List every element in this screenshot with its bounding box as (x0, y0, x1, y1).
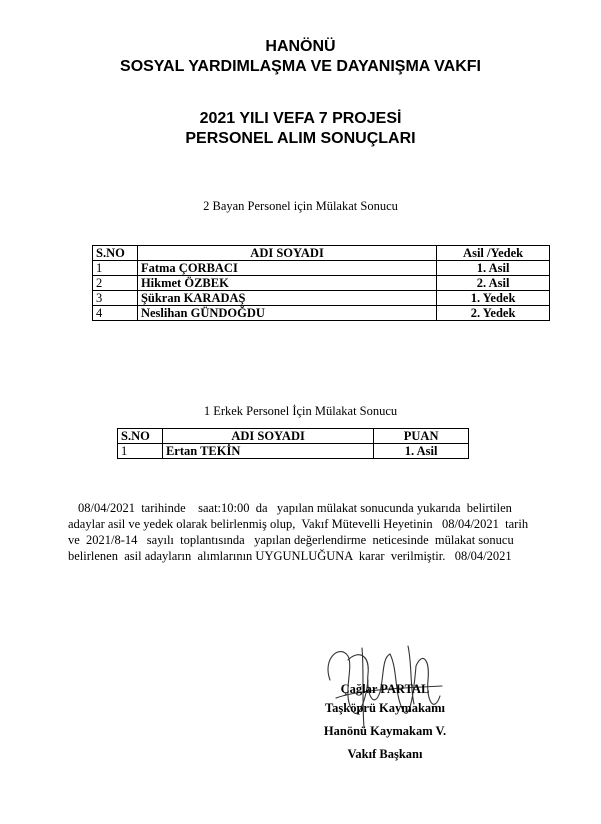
org-title: HANÖNÜ (265, 38, 336, 55)
table-row (93, 276, 550, 291)
result-status: 1. Asil (437, 261, 550, 276)
org-subtitle: SOSYAL YARDIMLAŞMA VE DAYANIŞMA VAKFI (120, 58, 481, 75)
female-results-table (92, 245, 550, 321)
table-row (93, 306, 550, 321)
column-header: ADI SOYADI (137, 246, 436, 261)
table-row (93, 261, 550, 276)
signer-office: Vakıf Başkanı (347, 747, 423, 761)
row-number: 4 (93, 306, 138, 321)
paragraph-line: ve 2021/8-14 sayılı toplantısında yapılan değerlendirme neticesinde mülakat sonucu (68, 533, 514, 547)
column-header: ADI SOYADI (162, 429, 373, 444)
row-number: 1 (93, 261, 138, 276)
column-header: Asil /Yedek (437, 246, 550, 261)
column-header: S.NO (93, 246, 138, 261)
male-results-table (117, 428, 469, 459)
result-status: 1. Yedek (437, 291, 550, 306)
result-status: 2. Yedek (437, 306, 550, 321)
row-number: 2 (93, 276, 138, 291)
person-name: Ertan TEKİN (162, 444, 373, 459)
project-title: 2021 YILI VEFA 7 PROJESİ (199, 110, 402, 127)
column-header: S.NO (118, 429, 163, 444)
paragraph-line: 08/04/2021 tarihinde saat:10:00 da yapılan mülakat sonucunda yukarıda belirtilen (78, 501, 512, 515)
signer-title: Taşköprü Kaymakamı (324, 701, 446, 715)
paragraph-line: belirlenen asil adayların alımlarının UYGUNLUĞUNA karar verilmiştir. 08/04/2021 (68, 549, 512, 563)
column-header: PUAN (374, 429, 469, 444)
row-number: 1 (118, 444, 163, 459)
table-row (93, 291, 550, 306)
row-number: 3 (93, 291, 138, 306)
paragraph-line: adaylar asil ve yedek olarak belirlenmiş olup, Vakıf Mütevelli Heyetinin 08/04/2021 tarih (68, 517, 529, 531)
signer-role: Hanönü Kaymakam V. (323, 724, 447, 738)
decision-text (68, 500, 548, 564)
table1-caption: 2 Bayan Personel için Mülakat Sonucu (203, 199, 398, 213)
table-header-row (93, 246, 550, 261)
person-name: Neslihan GÜNDOĞDU (137, 306, 436, 321)
table-row (118, 444, 469, 459)
table-header-row (118, 429, 469, 444)
result-status: 2. Asil (437, 276, 550, 291)
person-name: Hikmet ÖZBEK (137, 276, 436, 291)
document-title: PERSONEL ALIM SONUÇLARI (185, 130, 416, 147)
signer-name: Çağlar PARTAL (340, 682, 430, 696)
person-name: Fatma ÇORBACI (137, 261, 436, 276)
table2-caption: 1 Erkek Personel İçin Mülakat Sonucu (203, 404, 398, 418)
result-status: 1. Asil (374, 444, 469, 459)
person-name: Şükran KARADAŞ (137, 291, 436, 306)
